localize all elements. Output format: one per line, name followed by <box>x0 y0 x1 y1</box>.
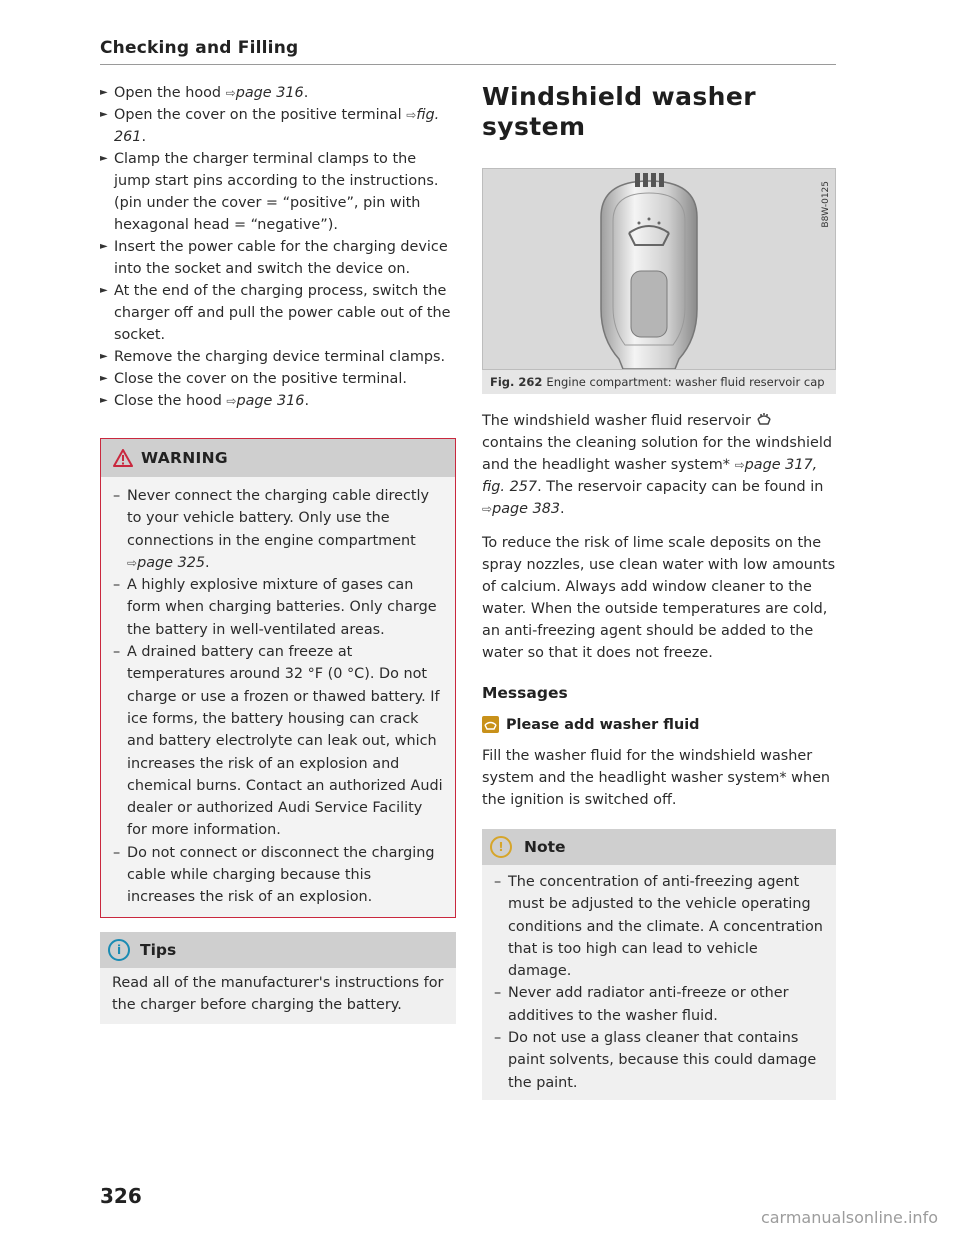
tips-title: Tips <box>140 940 177 959</box>
note-list <box>482 865 836 1100</box>
warning-title: WARNING <box>141 449 228 467</box>
list-item: ► Close the cover on the positive terminal. <box>100 368 456 390</box>
exclamation-icon: ! <box>490 836 512 858</box>
bullet-arrow-icon: ► <box>100 241 108 252</box>
washer-symbol-icon <box>756 412 772 426</box>
page-link[interactable]: ⇨page 317, fig. 257 <box>482 457 818 495</box>
tips-box <box>100 932 456 1024</box>
figure-label: Fig. 262 <box>490 375 543 389</box>
list-item: – The concentration of anti-freezing agent must be adjusted to the vehicle operating conditions and the climate. A concentration that is too high can lead to vehicle damage. <box>494 874 823 980</box>
paragraph: Fill the washer fluid for the windshield washer system and the headlight washer system* when the ignition is switched off. <box>482 748 831 808</box>
figure <box>482 168 836 394</box>
figure-code: B8W-0125 <box>821 181 831 228</box>
tips-header <box>100 932 456 968</box>
list-item: ► Remove the charging device terminal clamps. <box>100 346 456 368</box>
bullet-arrow-icon: ► <box>100 87 108 98</box>
warning-triangle-icon <box>113 449 133 467</box>
header-rule <box>100 64 836 65</box>
list-item: ► At the end of the charging process, switch the charger off and pull the power cable out of the socket. <box>100 280 456 346</box>
right-column <box>482 82 836 1100</box>
note-header <box>482 829 836 865</box>
bullet-arrow-icon: ► <box>100 285 108 296</box>
tips-body: Read all of the manufacturer's instructions for the charger before charging the battery. <box>112 974 444 1013</box>
list-item: – Do not use a glass cleaner that contains paint solvents, because this could damage the paint. <box>494 1030 817 1091</box>
list-item: ► Insert the power cable for the charging device into the socket and switch the device on. <box>100 236 456 280</box>
paragraph: To reduce the risk of lime scale deposits on the spray nozzles, use clean water with low amounts of calcium. Always add window cleaner to the water. When the outside temperatures are cold, an anti-freezing agent should be added to the water so that it does not freeze. <box>482 535 836 661</box>
running-header: Checking and Filling <box>100 38 299 58</box>
page-link[interactable]: ⇨page 316 <box>226 393 305 409</box>
message-title: Please add washer fluid <box>506 716 700 733</box>
message-heading <box>482 716 836 733</box>
warning-header <box>101 439 455 477</box>
list-item: ► Open the cover on the positive terminal ⇨fig. 261. <box>100 104 456 148</box>
figure-caption <box>482 370 836 394</box>
note-title: Note <box>524 838 566 856</box>
list-item: – Never connect the charging cable directly to your vehicle battery. Only use the connections in the engine compartment ⇨page 325. <box>113 488 430 571</box>
list-item: – Do not connect or disconnect the charging cable while charging because this increases the risk of an explosion. <box>113 844 435 906</box>
list-item: – A drained battery can freeze at temperatures around 32 °F (0 °C). Do not charge or use a frozen or thawed battery. If ice forms, the battery housing can crack and battery electrolyte can leak out, which increases the risk of an explosion and chemical burns. Contact an authorized Audi dealer or authorized Audi Service Facility for more information. <box>113 644 443 839</box>
warning-box <box>100 438 456 918</box>
left-column <box>100 82 456 1024</box>
washer-reservoir-cap-illustration <box>483 169 835 369</box>
step-list <box>100 82 456 412</box>
info-icon: i <box>108 939 130 961</box>
list-item: – A highly explosive mixture of gases can form when charging batteries. Only charge the battery in well-ventilated areas. <box>113 577 437 638</box>
figure-caption-text: Engine compartment: washer fluid reservoir cap <box>546 375 825 389</box>
bullet-arrow-icon: ► <box>100 373 108 384</box>
bullet-arrow-icon: ► <box>100 109 108 120</box>
bullet-arrow-icon: ► <box>100 153 108 164</box>
figure-image <box>482 168 836 370</box>
washer-warning-icon <box>482 716 499 733</box>
list-item: ► Close the hood ⇨page 316. <box>100 390 456 412</box>
page-link[interactable]: ⇨page 383 <box>482 501 561 517</box>
page-link[interactable]: ⇨page 325 <box>127 554 206 571</box>
note-box <box>482 829 836 1100</box>
list-item: ► Open the hood ⇨page 316. <box>100 82 456 104</box>
figure-link[interactable]: ⇨fig. 261 <box>114 107 440 145</box>
paragraph: The windshield washer fluid reservoir contains the cleaning solution for the windshield and the headlight washer system* ⇨page 317, fig. 257. The reservoir capacity can be found in ⇨page 383. <box>482 413 832 517</box>
page-number: 326 <box>100 1184 142 1208</box>
section-title: Windshield washer system <box>482 82 756 141</box>
watermark: carmanualsonline.info <box>760 1208 938 1227</box>
bullet-arrow-icon: ► <box>100 395 108 406</box>
bullet-arrow-icon: ► <box>100 351 108 362</box>
list-item: – Never add radiator anti-freeze or other additives to the washer fluid. <box>494 985 789 1024</box>
page-link[interactable]: ⇨page 316 <box>225 85 304 101</box>
list-item: ► Clamp the charger terminal clamps to the jump start pins according to the instructions. (pin under the cover = “positive”, pin with hexagonal head = “negative”). <box>100 148 456 236</box>
warning-list <box>101 477 455 917</box>
messages-heading: Messages <box>482 684 568 702</box>
